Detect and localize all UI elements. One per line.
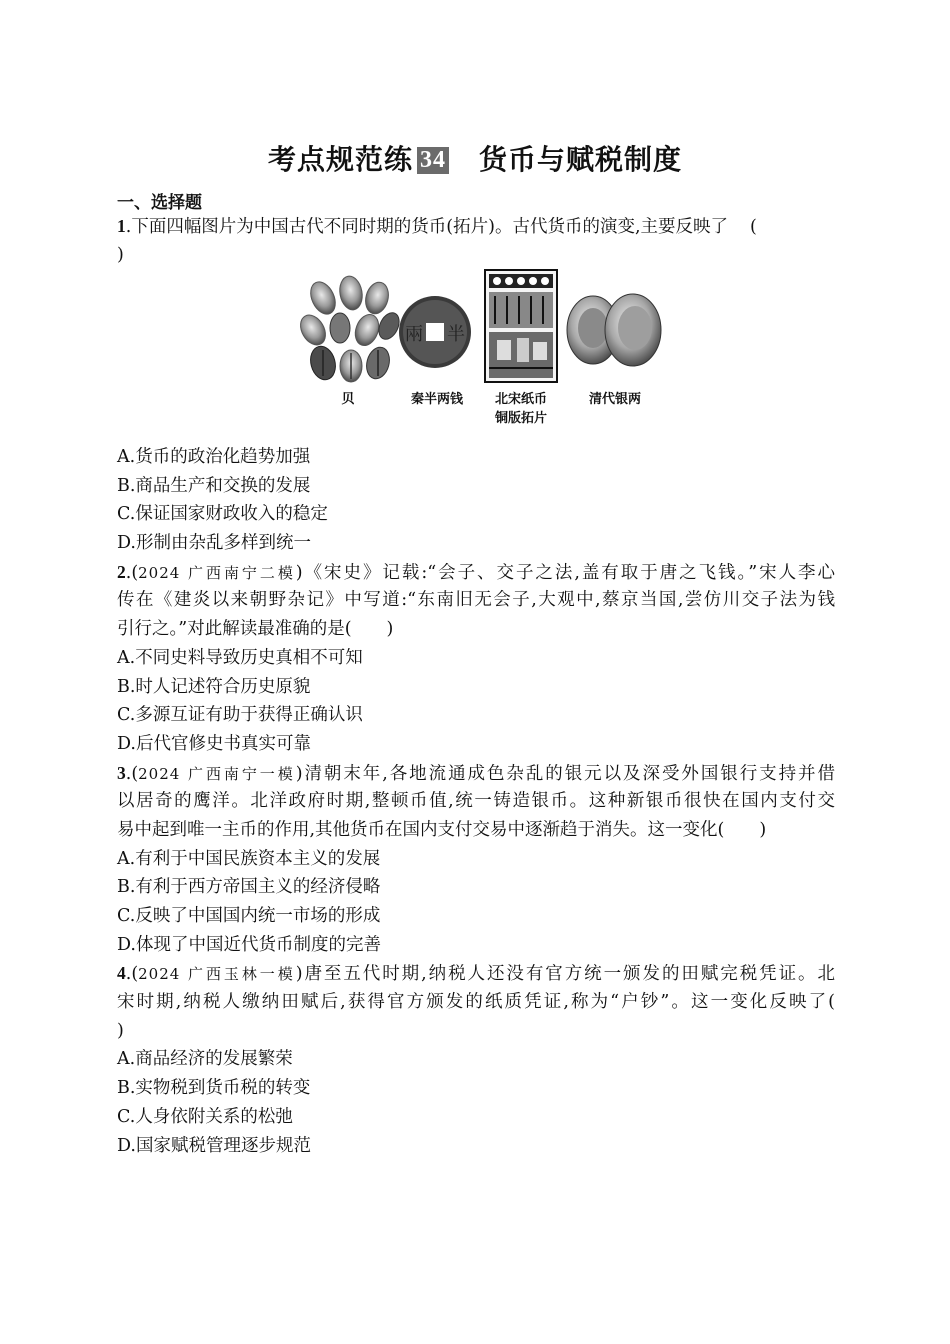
questions-body	[117, 443, 835, 1160]
question-3-stem-line-2: 以居奇的鹰洋。北洋政府时期,整顿币值,统一铸造银币。这种新银币很快在国内支付交	[117, 791, 835, 812]
question-4-stem-line-1	[117, 959, 835, 988]
stem-text: )清朝末年,各地流通成色杂乱的银元以及深受外国银行支持并借	[295, 763, 835, 784]
caption-qing-ingot: 清代银两	[588, 392, 641, 407]
question-number: 3	[117, 762, 126, 783]
q3-option-b: B.有利于西方帝国主义的经济侵略	[117, 877, 381, 898]
question-4-stem-line-2: 宋时期,纳税人缴纳田赋后,获得官方颁发的纸质凭证,称为“户钞”。这一变化反映了(	[117, 992, 835, 1013]
q4-option-b: B.实物税到货币税的转变	[117, 1078, 311, 1099]
q2-option-a: A.不同史料导致历史真相不可知	[117, 647, 363, 668]
page-title	[0, 138, 950, 178]
question-1-stem	[117, 212, 835, 241]
question-3-stem-line-3: 易中起到唯一主币的作用,其他货币在国内支付交易中逐渐趋于消失。这一变化( )	[117, 819, 767, 840]
q3-option-d: D.体现了中国近代货币制度的完善	[117, 934, 381, 955]
stem-text: )《宋史》记载:“会子、交子之法,盖有取于唐之飞钱。”宋人李心	[295, 562, 835, 583]
q1-option-a: A.货币的政治化趋势加强	[117, 447, 311, 467]
q3-option-c: C.反映了中国国内统一市场的形成	[117, 906, 381, 926]
q4-option-a: A.商品经济的发展繁荣	[117, 1049, 293, 1070]
silver-ingot-icon	[567, 294, 661, 366]
svg-text:半: 半	[447, 324, 465, 345]
question-2-stem-line-1	[117, 558, 835, 587]
src-open: .(	[125, 763, 139, 784]
q4-option-d: D.国家赋税管理逐步规范	[117, 1135, 311, 1156]
lesson-number-badge: 34	[417, 147, 449, 174]
caption-song-paper-1: 北宋纸币	[494, 392, 547, 407]
title-left: 考点规范练	[267, 143, 413, 176]
q1-option-d: D.形制由杂乱多样到统一	[117, 533, 311, 554]
caption-shell: 贝	[341, 392, 355, 407]
q2-option-c: C.多源互证有助于获得正确认识	[117, 705, 363, 726]
coin-icon	[399, 296, 471, 368]
question-number: 1	[117, 216, 126, 236]
stem-line-2: )	[117, 244, 124, 265]
question-1	[117, 212, 835, 269]
stem-text: )唐至五代时期,纳税人还没有官方统一颁发的田赋完税凭证。北	[295, 964, 835, 985]
q2-option-b: B.时人记述符合历史原貌	[117, 676, 311, 697]
caption-song-paper-2: 铜版拓片	[494, 411, 547, 426]
shell-money-icon	[295, 274, 403, 382]
question-number: 2	[117, 561, 126, 582]
q4-option-c: C.人身依附关系的松弛	[117, 1106, 293, 1127]
question-2-stem-line-2: 传在《建炎以来朝野杂记》中写道:“东南旧无会子,大观中,蔡京当国,尝仿川交子法为钱	[117, 590, 835, 611]
section-heading: 一、选择题	[117, 193, 202, 213]
question-source: 2024 广西南宁二模	[138, 563, 296, 582]
question-source: 2024 广西南宁一模	[138, 764, 296, 783]
question-2-stem-line-3: 引行之。”对此解读最准确的是( )	[117, 619, 394, 640]
currency-figure	[293, 268, 668, 428]
src-open: .(	[125, 964, 139, 985]
title-right: 货币与赋税制度	[479, 143, 683, 176]
question-4-stem-line-3: )	[117, 1020, 124, 1041]
question-source: 2024 广西玉林一模	[138, 965, 296, 984]
src-open: .(	[125, 562, 139, 583]
stem-text: .下面四幅图片为中国古代不同时期的货币(拓片)。古代货币的演变,主要反映了	[125, 217, 729, 237]
question-3-stem-line-1	[117, 759, 835, 788]
svg-text:兩: 兩	[405, 324, 423, 345]
currency-images	[293, 268, 668, 398]
question-number: 4	[117, 963, 126, 984]
q1-option-b: B.商品生产和交换的发展	[117, 475, 311, 496]
paper-money-plate-icon	[485, 270, 557, 382]
caption-qin-coin: 秦半两钱	[410, 392, 463, 407]
q2-option-d: D.后代官修史书真实可靠	[117, 733, 311, 754]
q1-option-c: C.保证国家财政收入的稳定	[117, 504, 328, 525]
answer-paren-open: (	[750, 217, 757, 237]
q3-option-a: A.有利于中国民族资本主义的发展	[117, 848, 381, 869]
